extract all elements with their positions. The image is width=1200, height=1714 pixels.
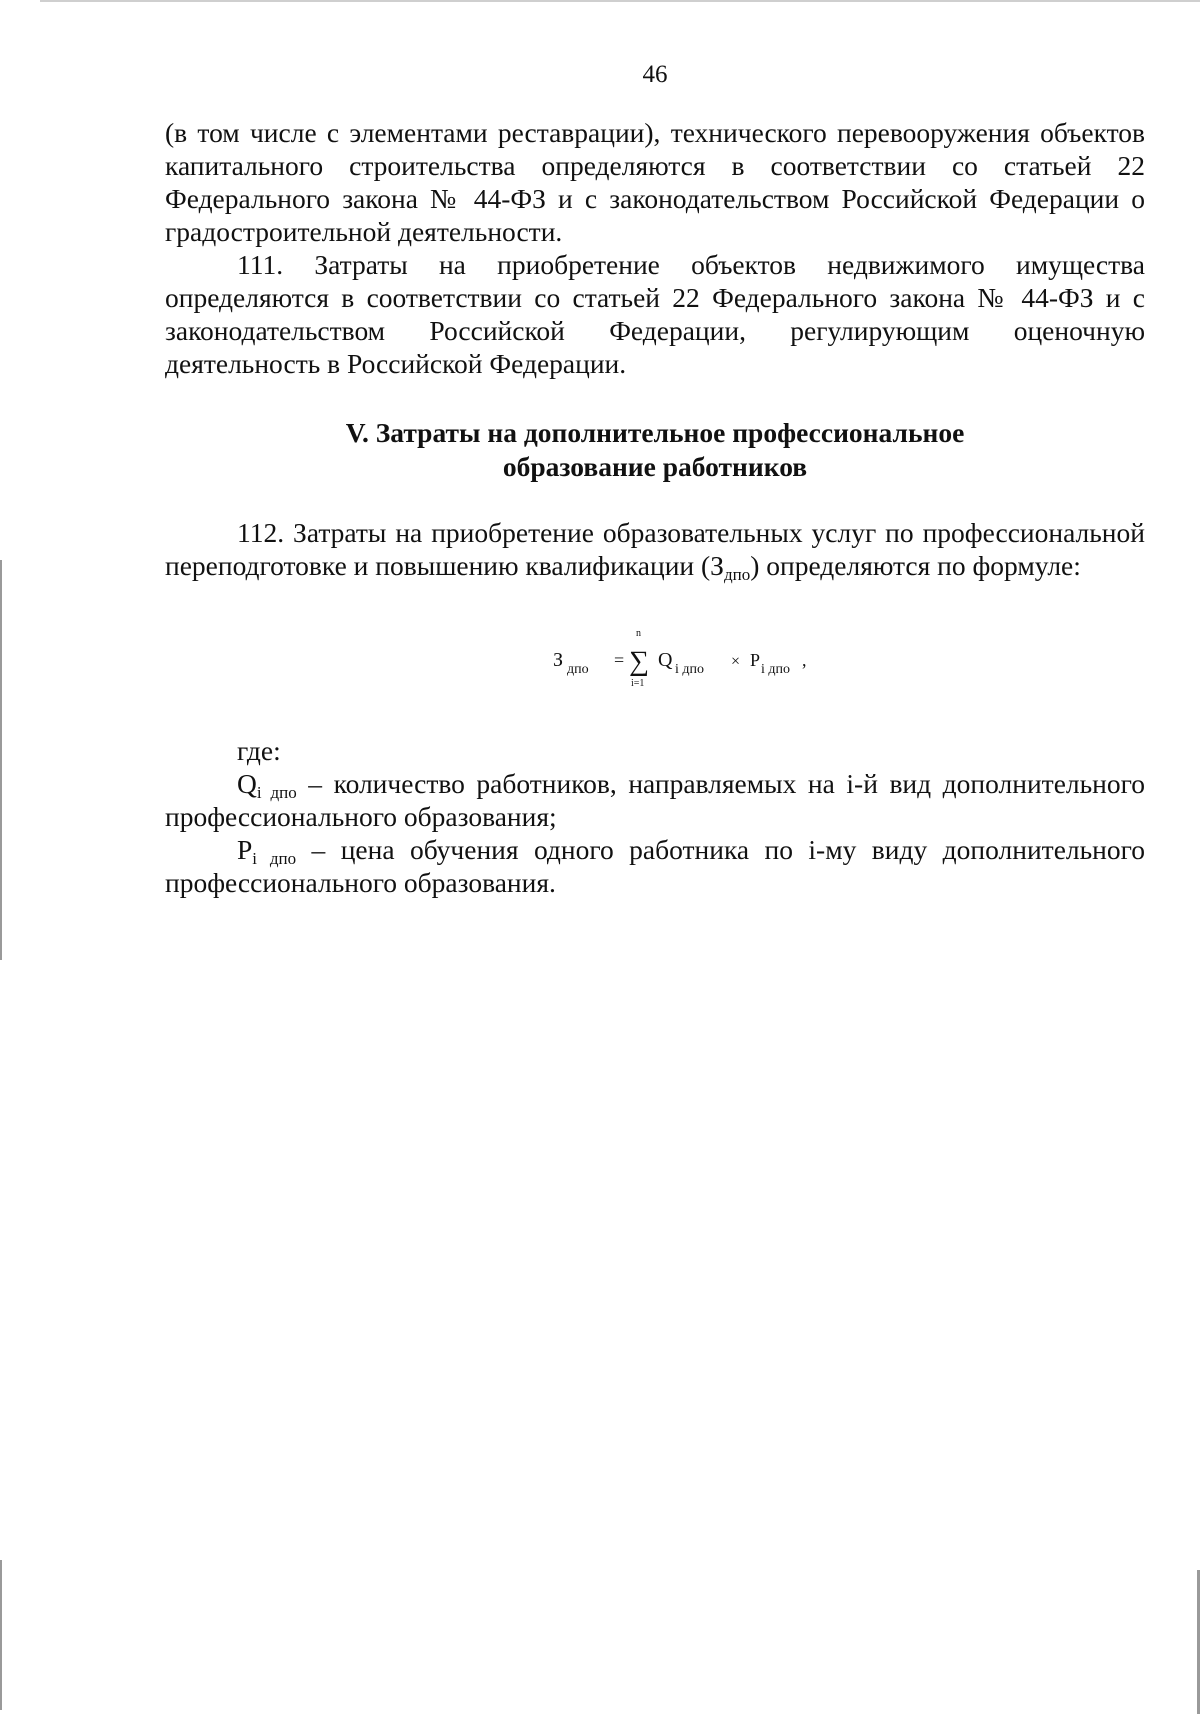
formula-q-sub: i дпо: [675, 662, 705, 677]
scan-edge-left-lower: [0, 1560, 2, 1710]
formula-times: ×: [731, 653, 741, 670]
scan-edge-left: [0, 560, 2, 960]
formula-p-sub: i дпо: [761, 662, 791, 677]
paragraph-112-text-after: ) определяются по формуле:: [750, 550, 1081, 581]
paragraph-112-symbol-sub: дпо: [723, 565, 751, 584]
definition-q-sub: i дпо: [256, 783, 297, 802]
definition-p-symbol: P: [237, 834, 253, 865]
definition-p-sub: i дпо: [252, 849, 297, 868]
paragraph-112: [165, 516, 1145, 582]
scan-edge-top: [40, 0, 1200, 2]
paragraph-111: 111. Затраты на приобретение объектов недвижимого имущества определяются в соответствии со статьей 22 Федерального закона № 44-ФЗ и с законодательством Российской Федерации, регулирующим оценочную деятельность в Российской Федерации.: [165, 249, 1145, 379]
formula: [165, 604, 1145, 714]
formula-sum-sign: ∑: [629, 646, 649, 677]
section-heading: [165, 416, 1145, 484]
definition-p-text: – цена обучения одного работника по i-му виду дополнительного профессионального образования.: [165, 834, 1145, 898]
definition-p: [165, 833, 1145, 899]
formula-q: Q: [658, 649, 673, 671]
formula-lhs-sub: дпо: [567, 662, 589, 677]
document-page: [165, 60, 1145, 899]
formula-trailing: ,: [802, 650, 807, 670]
where-label: где:: [237, 735, 281, 766]
formula-sum-upper: n: [636, 628, 641, 639]
definitions: [165, 734, 1145, 899]
page-number: 46: [642, 61, 668, 88]
paragraph-continuation: (в том числе с элементами реставрации), технического перевооружения объектов капитального строительства определяются в соответствии со статьей 22 Федерального закона № 44-ФЗ и с законодательством Российской Федерации о градостроительной деятельности.: [165, 117, 1145, 247]
formula-lhs: З: [553, 649, 564, 671]
formula-svg: [165, 604, 1145, 714]
formula-sum-lower: i=1: [631, 678, 645, 689]
formula-p: P: [750, 650, 761, 670]
definition-q-symbol: Q: [237, 768, 257, 799]
section-heading-line2: образование работников: [502, 451, 808, 482]
formula-equals: =: [614, 650, 625, 670]
definition-q-text: – количество работников, направляемых на i-й вид дополнительного профессионального образования;: [165, 768, 1145, 832]
paragraph-112-text-before: 112. Затраты на приобретение образовательных услуг по профессиональной переподготовке и повышению квалификации (З: [165, 517, 1145, 581]
section-heading-line1: V. Затраты на дополнительное профессиональное: [345, 417, 965, 448]
definition-q: [165, 767, 1145, 833]
